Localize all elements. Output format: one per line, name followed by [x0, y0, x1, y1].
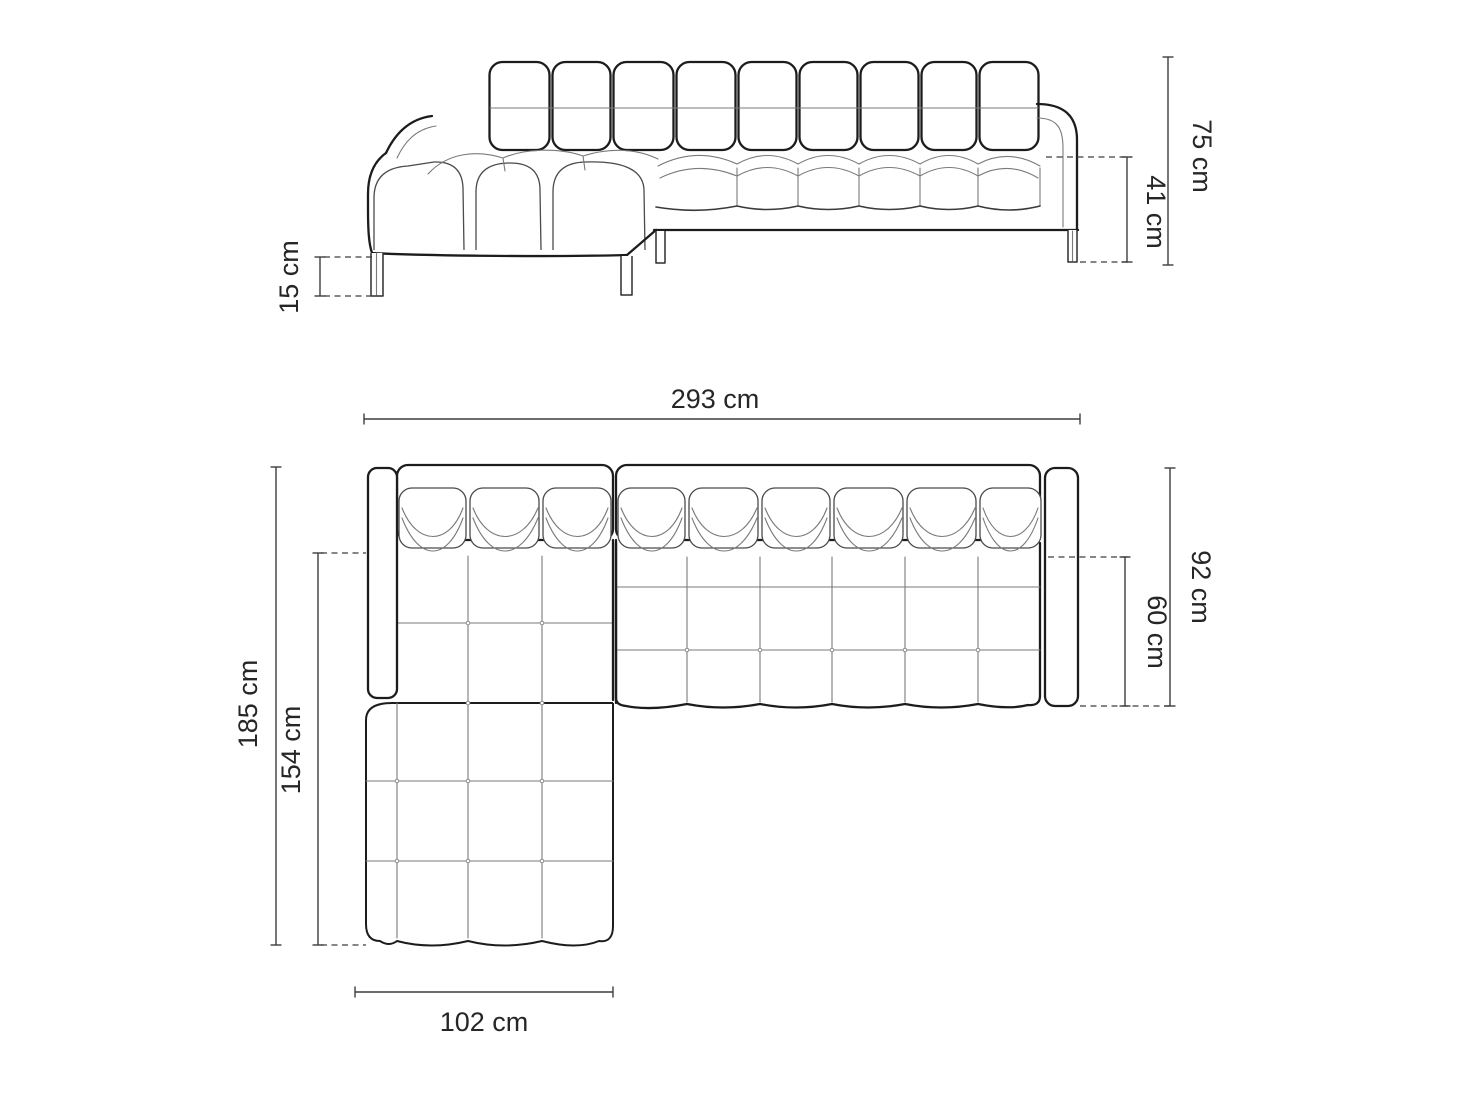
label-chaise-length-total: 185 cm [233, 659, 263, 749]
dim-total-width [364, 384, 1080, 425]
dim-chaise-length-total [233, 467, 282, 945]
label-leg-height: 15 cm [274, 240, 304, 314]
label-chaise-length-inner: 154 cm [276, 705, 306, 795]
dim-chaise-width [355, 987, 613, 1038]
plan-view [233, 384, 1216, 1037]
label-seat-depth: 60 cm [1142, 595, 1172, 669]
dim-leg-height [274, 240, 381, 314]
plan-left-arm [368, 468, 397, 698]
plan-back-cushions [399, 488, 1041, 551]
plan-chaise-outline [366, 703, 613, 946]
elevation-seat-cushions [656, 155, 1040, 210]
elevation-view [274, 57, 1217, 314]
elevation-backrest-cushions [490, 62, 1039, 150]
dim-chaise-length-inner [276, 553, 366, 945]
label-total-height: 75 cm [1187, 119, 1217, 193]
dim-total-depth [1080, 468, 1216, 706]
label-total-depth: 92 cm [1186, 550, 1216, 624]
label-chaise-width: 102 cm [439, 1007, 529, 1037]
label-total-width: 293 cm [670, 384, 760, 414]
label-seat-height: 41 cm [1141, 175, 1171, 249]
dim-seat-height [1046, 157, 1171, 262]
elevation-right-arm [1037, 104, 1077, 229]
plan-right-seat-fill [616, 543, 1040, 708]
plan-right-arm [1045, 468, 1078, 706]
